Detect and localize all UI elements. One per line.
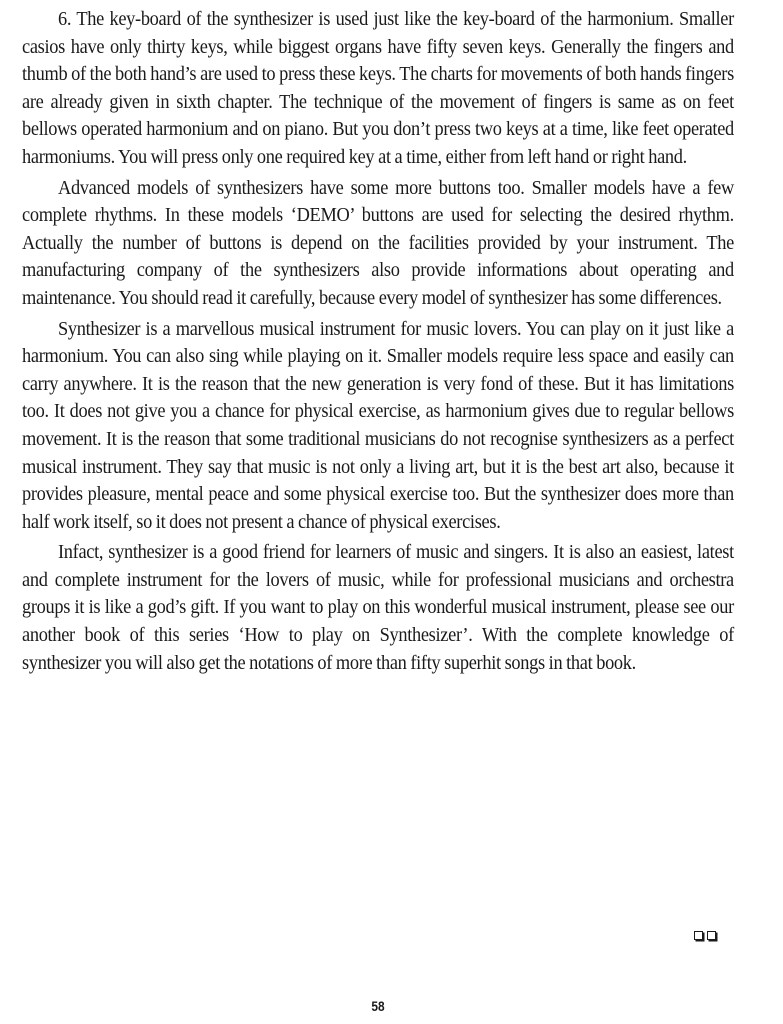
box-mark-icon xyxy=(707,931,716,940)
paragraph-keyboard: 6. The key-board of the synthesizer is used just like the key-board of the harmonium. Smaller casios have only thirty keys, while biggest organs have fifty seven keys. Generally the fingers and thumb of the both hand’s are used to press these keys. The charts for movements of both hands fingers are already given in sixth chapter. The technique of the movement of fingers is same as on feet bellows operated harmonium and on piano. But you don’t press two keys at a time, like feet operated harmoniums. You will press only one required key at a time, either from left hand or right hand. xyxy=(22,8,734,168)
paragraph-good-friend: Infact, synthesizer is a good friend for learners of music and singers. It is also an easiest, latest and complete instrument for the lovers of music, while for professional musicians and orchestra groups it is like a god’s gift. If you want to play on this wonderful musical instrument, please see our another book of this series ‘How to play on Synthesizer’. With the complete knowledge of synthesizer you will also get the notations of more than fifty superhit songs in that book. xyxy=(22,541,734,674)
page-number: 58 xyxy=(371,998,385,1014)
box-mark-icon xyxy=(694,931,703,940)
document-page xyxy=(22,6,734,680)
paragraph-advanced-models: Advanced models of synthesizers have some more buttons too. Smaller models have a few complete rhythms. In these models ‘DEMO’ buttons are used for selecting the desired rhythm. Actually the number of buttons is depend on the facilities provided by your instrument. The manufacturing company of the synthesizers also provide informations about operating and maintenance. You should read it carefully, because every model of synthesizer has some differences. xyxy=(22,176,734,309)
section-end-marks xyxy=(694,931,716,940)
paragraph-marvellous-instrument: Synthesizer is a marvellous musical instrument for music lovers. You can play on it just like a harmonium. You can also sing while playing on it. Smaller models require less space and easily can carry anywhere. It is the reason that the new generation is very fond of these. But it has limitations too. It does not give you a chance for physical exercise, as harmonium gives due to regular bellows movement. It is the reason that some traditional musicians do not recognise synthesizers as a perfect musical instrument. They say that music is not only a living art, but it is the best art also, because it provides pleasure, mental peace and some physical exercise too. But the synthesizer does more than half work itself, so it does not present a chance of physical exercises. xyxy=(22,317,734,533)
